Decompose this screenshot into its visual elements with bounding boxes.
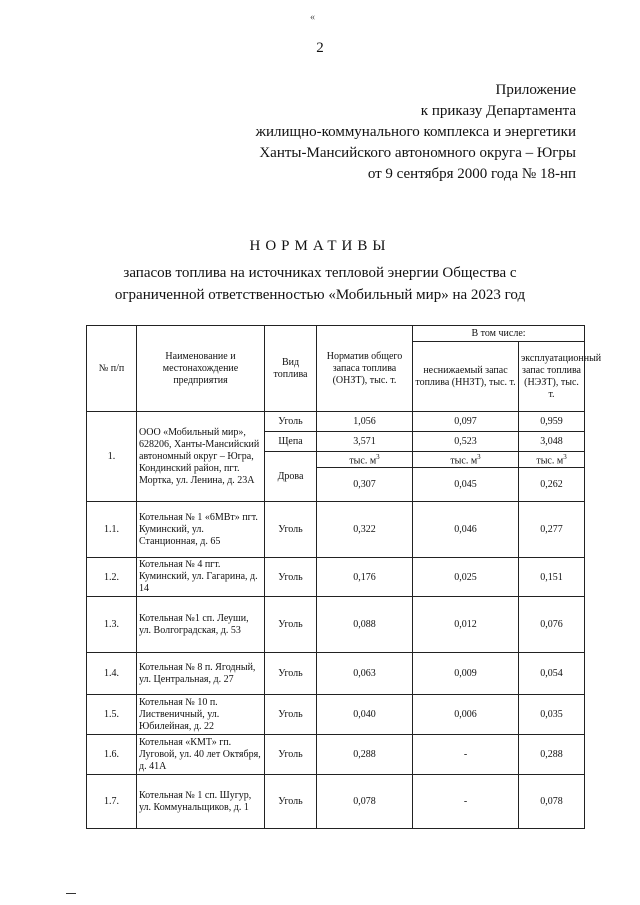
row-name: Котельная «КМТ» гп. Луговой, ул. 40 лет Октября, д. 41А [137, 735, 265, 775]
row-nezt: 0,277 [519, 502, 585, 558]
table-row [87, 653, 585, 695]
norms-table [86, 325, 602, 829]
table-row [87, 597, 585, 653]
row-fuel: Уголь [265, 558, 317, 597]
row-name: Котельная №1 сп. Леуши, ул. Волгоградская, д. 53 [137, 597, 265, 653]
row-total: 0,176 [317, 558, 413, 597]
row-total: 0,322 [317, 502, 413, 558]
row-total: 0,078 [317, 775, 413, 829]
row-name: Котельная № 10 п. Лиственичный, ул. Юбилейная, д. 22 [137, 695, 265, 735]
row-nnzt: 0,045 [413, 468, 519, 502]
row-num: 1. [87, 412, 137, 502]
appendix-line: Приложение [495, 82, 576, 98]
row-fuel: Уголь [265, 502, 317, 558]
header-num: № п/п [87, 326, 137, 412]
row-num: 1.5. [87, 695, 137, 735]
row-fuel: Уголь [265, 695, 317, 735]
row-nezt: 0,151 [519, 558, 585, 597]
row-name: Котельная № 4 пгт. Куминский, ул. Гагарина, д. 14 [137, 558, 265, 597]
row-total: 0,063 [317, 653, 413, 695]
table-row [87, 502, 585, 558]
row-name: Котельная № 1 «6МВт» пгт. Куминский, ул. Станционная, д. 65 [137, 502, 265, 558]
page-number: 2 [316, 40, 324, 56]
row-fuel: Дрова [265, 452, 317, 502]
row-nnzt: 0,009 [413, 653, 519, 695]
unit-sup: 3 [563, 453, 567, 461]
row-fuel: Уголь [265, 775, 317, 829]
row-num: 1.7. [87, 775, 137, 829]
row-fuel: Уголь [265, 412, 317, 432]
row-num: 1.3. [87, 597, 137, 653]
row-fuel: Уголь [265, 597, 317, 653]
row-nezt: 3,048 [519, 432, 585, 452]
appendix-line: от 9 сентября 2000 года № 18-нп [367, 166, 576, 182]
table-row [87, 558, 585, 597]
table-row [87, 412, 585, 432]
header-nnzt: неснижаемый запас топлива (ННЗТ), тыс. т. [413, 342, 519, 412]
row-nnzt: 0,006 [413, 695, 519, 735]
unit-label [317, 452, 413, 468]
row-nezt: 0,054 [519, 653, 585, 695]
unit-text: тыс. м [450, 455, 478, 467]
table-row [87, 775, 585, 829]
row-nezt: 0,959 [519, 412, 585, 432]
row-name: ООО «Мобильный мир», 628206, Ханты-Мансийский автономный округ – Югра, Кондинский район, пгт. Мортка, ул. Ленина, д. 23А [137, 412, 265, 502]
appendix-line: к приказу Департамента [420, 103, 576, 119]
document-title: НОРМАТИВЫ [249, 238, 391, 254]
appendix-block [256, 80, 576, 185]
header-name: Наименование и местонахождение предприятия [137, 326, 265, 412]
row-total: 0,288 [317, 735, 413, 775]
row-nnzt: 0,025 [413, 558, 519, 597]
row-fuel: Уголь [265, 735, 317, 775]
row-total: 0,307 [317, 468, 413, 502]
row-nnzt: 0,523 [413, 432, 519, 452]
row-fuel: Щепа [265, 432, 317, 452]
row-name: Котельная № 8 п. Ягодный, ул. Центральная, д. 27 [137, 653, 265, 695]
row-fuel: Уголь [265, 653, 317, 695]
row-total: 3,571 [317, 432, 413, 452]
subtitle-line: запасов топлива на источниках тепловой энергии Общества с [123, 265, 517, 281]
header-fuel: Вид топлива [265, 326, 317, 412]
scan-mark: « [310, 12, 315, 23]
row-total: 1,056 [317, 412, 413, 432]
unit-label [413, 452, 519, 468]
header-total: Норматив общего запаса топлива (ОНЗТ), тыс. т. [317, 326, 413, 412]
row-nezt: 0,035 [519, 695, 585, 735]
unit-text: тыс. м [536, 455, 564, 467]
unit-sup: 3 [376, 453, 380, 461]
header-group: В том числе: [413, 326, 585, 342]
row-nnzt: 0,012 [413, 597, 519, 653]
unit-label [519, 452, 585, 468]
subtitle-line: ограниченной ответственностью «Мобильный мир» на 2023 год [114, 287, 526, 303]
row-num: 1.2. [87, 558, 137, 597]
unit-text: тыс. м [349, 455, 377, 467]
unit-sup: 3 [477, 453, 481, 461]
row-num: 1.1. [87, 502, 137, 558]
row-total: 0,040 [317, 695, 413, 735]
appendix-line: жилищно-коммунального комплекса и энергетики [255, 124, 576, 140]
row-total: 0,088 [317, 597, 413, 653]
row-nezt: 0,078 [519, 775, 585, 829]
document-subtitle [0, 262, 640, 306]
appendix-line: Ханты-Мансийского автономного округа – Югры [259, 145, 576, 161]
row-name: Котельная № 1 сп. Шугур, ул. Коммунальщиков, д. 1 [137, 775, 265, 829]
row-nezt: 0,076 [519, 597, 585, 653]
table-row [87, 695, 585, 735]
row-nnzt: 0,097 [413, 412, 519, 432]
row-num: 1.6. [87, 735, 137, 775]
row-nezt: 0,262 [519, 468, 585, 502]
row-nezt: 0,288 [519, 735, 585, 775]
scan-dash [66, 893, 76, 894]
row-num: 1.4. [87, 653, 137, 695]
header-nezt: эксплуатационный запас топлива (НЭЗТ), тыс. т. [519, 342, 585, 412]
table-row [87, 735, 585, 775]
row-nnzt: - [413, 775, 519, 829]
row-nnzt: - [413, 735, 519, 775]
row-nnzt: 0,046 [413, 502, 519, 558]
